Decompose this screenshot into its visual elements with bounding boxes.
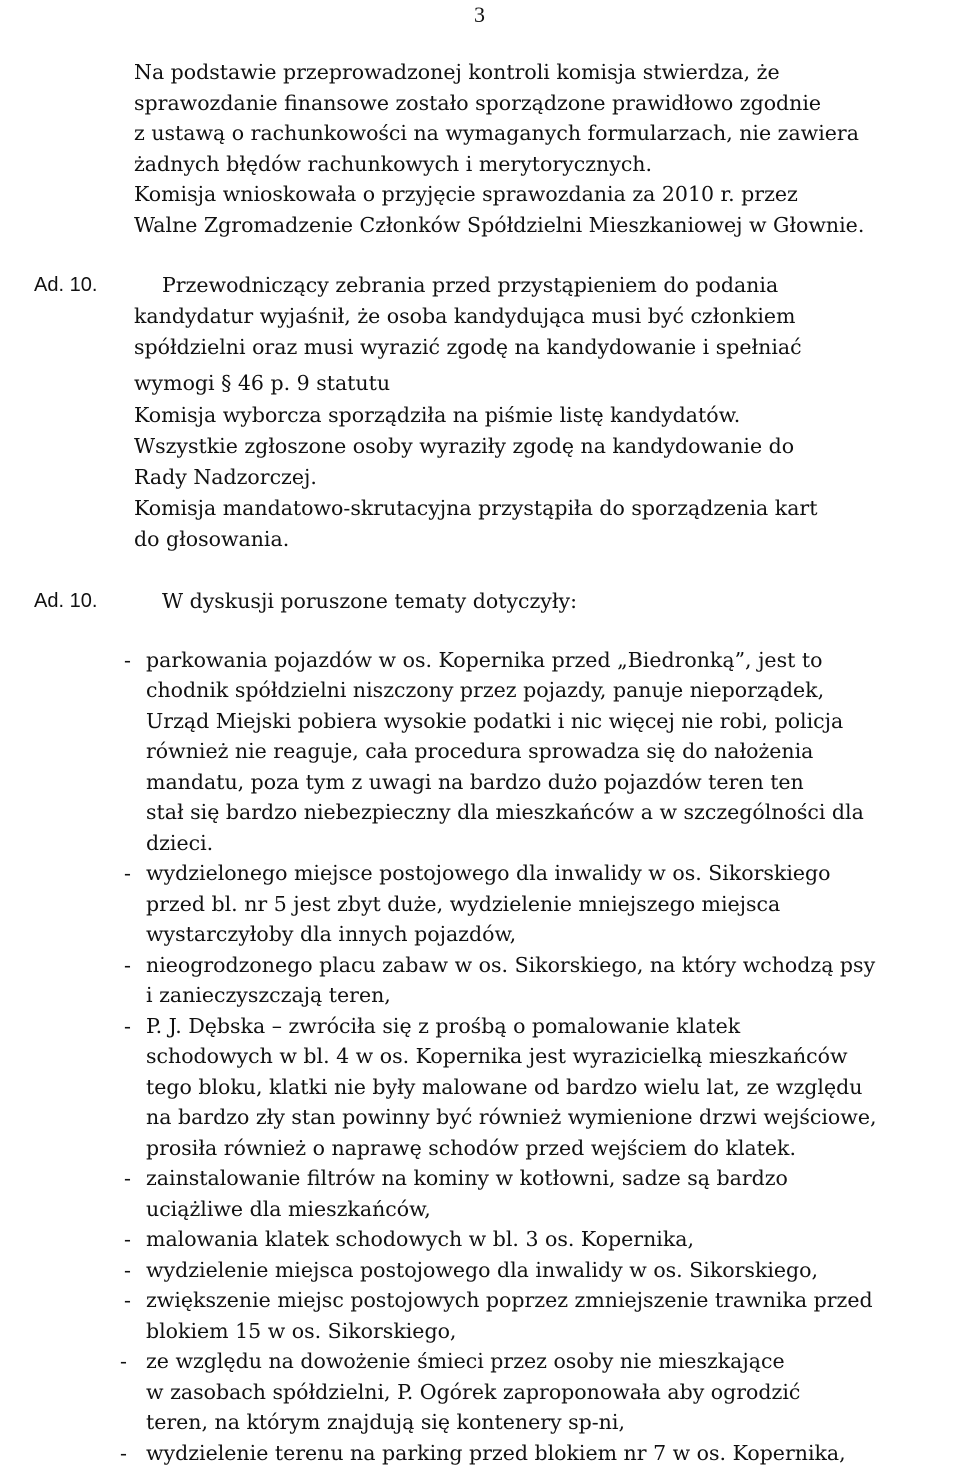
list-item-line: nieogrodzonego placu zabaw w os. Sikorskiego, na który wchodzą psy — [146, 953, 876, 977]
list-item-line: dzieci. — [146, 831, 214, 855]
list-item-line: Urząd Miejski pobiera wysokie podatki i nic więcej nie robi, policja — [146, 709, 844, 733]
list-item-line: prosiła również o naprawę schodów przed wejściem do klatek. — [146, 1136, 796, 1160]
list-item-line: ze względu na dowożenie śmieci przez osoby nie mieszkające — [146, 1349, 785, 1373]
page-number: 3 — [474, 2, 485, 27]
list-bullet: - — [124, 1227, 131, 1251]
list-bullet: - — [124, 648, 131, 672]
list-item-line: wydzielenie terenu na parking przed blokiem nr 7 w os. Kopernika, — [146, 1441, 846, 1465]
paragraph-line: Komisja mandatowo-skrutacyjna przystąpiła do sporządzenia kart — [134, 496, 818, 520]
list-bullet: - — [124, 1288, 131, 1312]
agenda-label: Ad. 10. — [34, 274, 98, 296]
paragraph-line: wymogi § 46 p. 9 statutu — [134, 371, 391, 395]
list-item-line: również nie reaguje, cała procedura sprowadza się do nałożenia — [146, 739, 814, 763]
list-item-line: P. J. Dębska – zwróciła się z prośbą o pomalowanie klatek — [146, 1014, 741, 1038]
list-item-line: chodnik spółdzielni niszczony przez pojazdy, panuje nieporządek, — [146, 678, 825, 702]
list-item-line: wydzielonego miejsce postojowego dla inwalidy w os. Sikorskiego — [146, 861, 831, 885]
list-bullet: - — [124, 953, 131, 977]
paragraph-line: do głosowania. — [134, 527, 290, 551]
list-item-line: i zanieczyszczają teren, — [146, 983, 391, 1007]
list-bullet: - — [124, 861, 131, 885]
paragraph-line: kandydatur wyjaśnił, że osoba kandydująca musi być członkiem — [134, 304, 796, 328]
paragraph-line: Komisja wnioskowała o przyjęcie sprawozdania za 2010 r. przez — [134, 182, 798, 206]
list-item-line: parkowania pojazdów w os. Kopernika przed „Biedronką”, jest to — [146, 648, 823, 672]
list-item-line: na bardzo zły stan powinny być również wymienione drzwi wejściowe, — [146, 1105, 877, 1129]
list-item-line: tego bloku, klatki nie były malowane od bardzo wielu lat, ze względu — [146, 1075, 863, 1099]
paragraph-line: Walne Zgromadzenie Członków Spółdzielni Mieszkaniowej w Głownie. — [134, 213, 865, 237]
paragraph-line: Na podstawie przeprowadzonej kontroli komisja stwierdza, że — [134, 60, 780, 84]
paragraph-line: sprawozdanie finansowe zostało sporządzone prawidłowo zgodnie — [134, 91, 822, 115]
list-item-line: uciążliwe dla mieszkańców, — [146, 1197, 431, 1221]
list-item-line: wydzielenie miejsca postojowego dla inwalidy w os. Sikorskiego, — [146, 1258, 818, 1282]
agenda-label: Ad. 10. — [34, 590, 98, 612]
list-bullet: - — [124, 1014, 131, 1038]
list-item-line: zainstalowanie filtrów na kominy w kotłowni, sadze są bardzo — [146, 1166, 788, 1190]
paragraph-line: Przewodniczący zebrania przed przystąpieniem do podania — [162, 273, 779, 297]
paragraph-line: Rady Nadzorczej. — [134, 465, 317, 489]
list-item-line: wystarczyłoby dla innych pojazdów, — [146, 922, 517, 946]
discussion-intro: W dyskusji poruszone tematy dotyczyły: — [162, 589, 578, 613]
list-item-line: teren, na którym znajdują się kontenery sp-ni, — [146, 1410, 625, 1434]
paragraph-line: z ustawą o rachunkowości na wymaganych formularzach, nie zawiera — [134, 121, 859, 145]
list-item-line: stał się bardzo niebezpieczny dla mieszkańców a w szczególności dla — [146, 800, 864, 824]
list-bullet: - — [120, 1349, 127, 1373]
list-item-line: mandatu, poza tym z uwagi na bardzo dużo pojazdów teren ten — [146, 770, 804, 794]
list-item-line: przed bl. nr 5 jest zbyt duże, wydzielenie mniejszego miejsca — [146, 892, 781, 916]
list-item-line: zwiększenie miejsc postojowych poprzez zmniejszenie trawnika przed — [146, 1288, 873, 1312]
list-bullet: - — [124, 1166, 131, 1190]
paragraph-line: Wszystkie zgłoszone osoby wyraziły zgodę na kandydowanie do — [134, 434, 795, 458]
list-bullet: - — [124, 1258, 131, 1282]
list-item-line: w zasobach spółdzielni, P. Ogórek zaproponowała aby ogrodzić — [146, 1380, 801, 1404]
list-item-line: malowania klatek schodowych w bl. 3 os. Kopernika, — [146, 1227, 694, 1251]
paragraph-line: spółdzielni oraz musi wyrazić zgodę na kandydowanie i spełniać — [134, 335, 802, 359]
list-bullet: - — [120, 1441, 127, 1465]
paragraph-line: Komisja wyborcza sporządziła na piśmie listę kandydatów. — [134, 403, 741, 427]
list-item-line: schodowych w bl. 4 w os. Kopernika jest wyrazicielką mieszkańców — [146, 1044, 848, 1068]
paragraph-line: żadnych błędów rachunkowych i merytorycznych. — [134, 152, 653, 176]
list-item-line: blokiem 15 w os. Sikorskiego, — [146, 1319, 457, 1343]
